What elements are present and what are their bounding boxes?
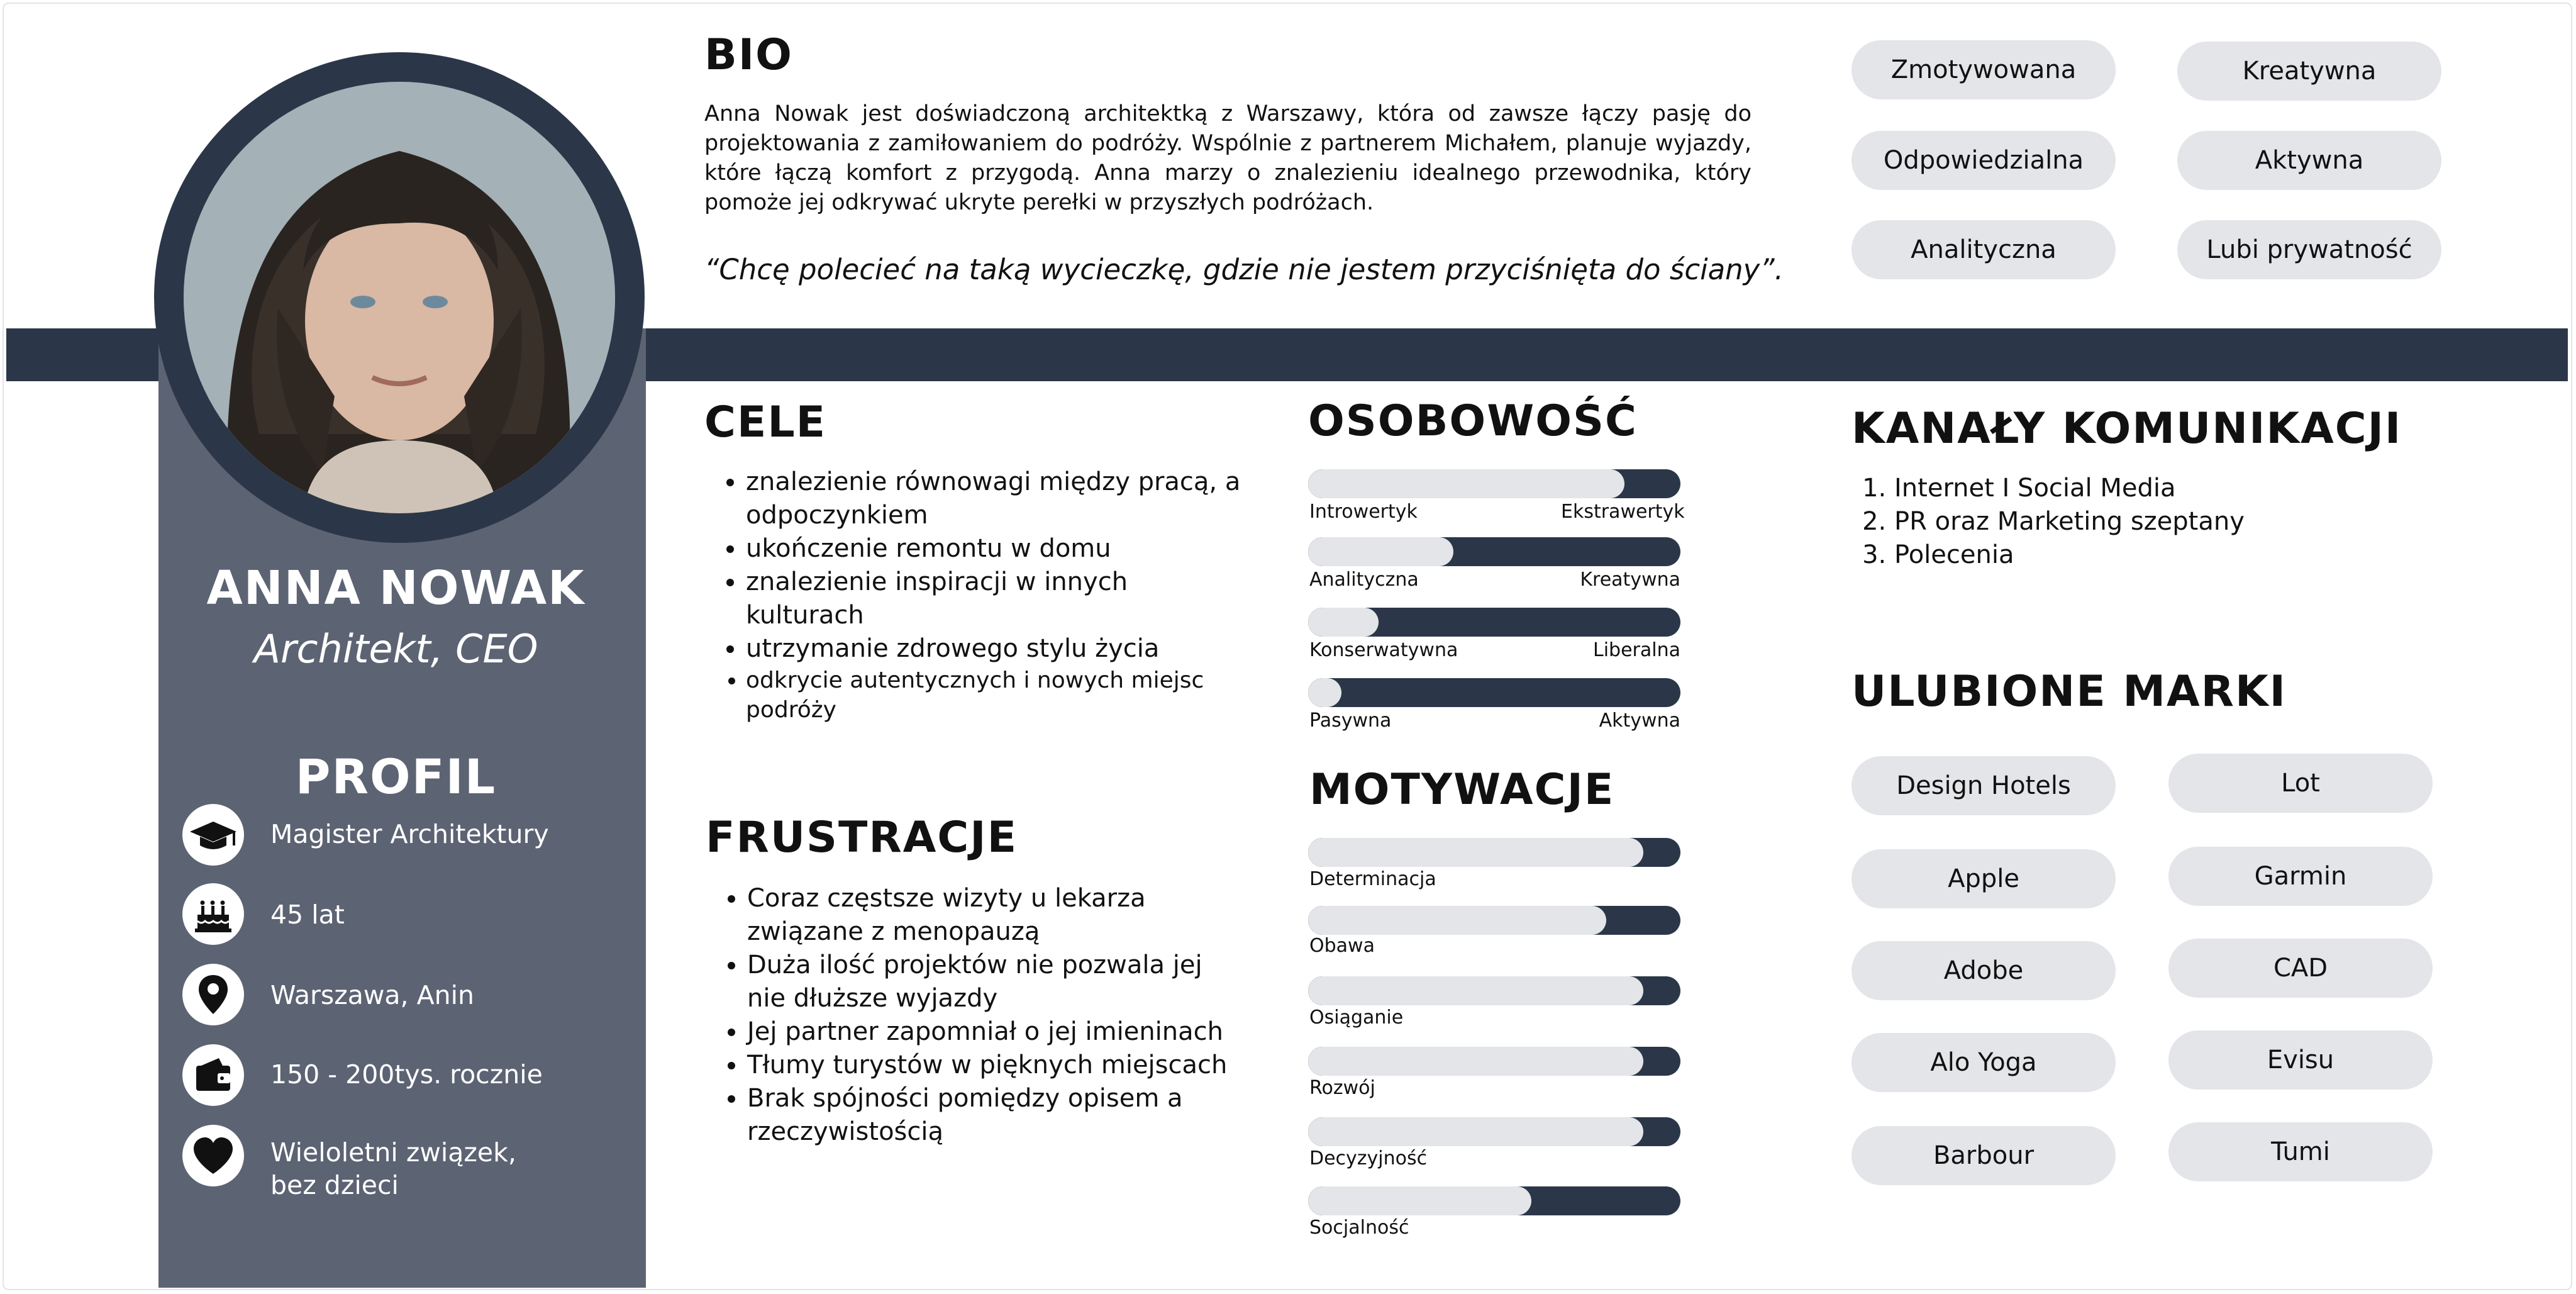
slider-fill bbox=[1308, 608, 1379, 637]
list-item: • Brak spójności pomiędzy opisem a rzeczywistością bbox=[747, 1082, 1244, 1149]
profil-income: 150 - 200tys. rocznie bbox=[270, 1059, 543, 1090]
list-item: • Coraz częstsze wizyty u lekarza związane z menopauzą bbox=[747, 882, 1244, 949]
bar-fill bbox=[1308, 838, 1643, 867]
trait-pill: Kreatywna bbox=[2177, 42, 2441, 101]
motivation-label: Decyzyjność bbox=[1309, 1147, 1428, 1169]
marki-heading: ULUBIONE MARKI bbox=[1852, 667, 2287, 717]
person-role: Architekt, CEO bbox=[253, 626, 538, 672]
cele-heading: CELE bbox=[704, 398, 827, 447]
brand-pill: Lot bbox=[2168, 754, 2433, 813]
list-item: • odkrycie autentycznych i nowych miejsc podróży bbox=[746, 666, 1243, 725]
slider-fill bbox=[1308, 469, 1624, 498]
motivation-bar bbox=[1308, 906, 1680, 935]
slider-right-label: Aktywna bbox=[1599, 710, 1680, 732]
trait-pill: Odpowiedzialna bbox=[1852, 131, 2116, 190]
brand-pill: Evisu bbox=[2168, 1030, 2433, 1090]
motivation-label: Osiąganie bbox=[1309, 1007, 1404, 1029]
trait-pill: Aktywna bbox=[2177, 131, 2441, 190]
brand-pill: Apple bbox=[1852, 849, 2116, 908]
bar-fill bbox=[1308, 1186, 1531, 1215]
bar-fill bbox=[1308, 976, 1643, 1005]
profil-age: 45 lat bbox=[270, 900, 345, 930]
slider-fill bbox=[1308, 678, 1341, 707]
motivation-bar bbox=[1308, 1047, 1680, 1076]
personality-slider bbox=[1308, 537, 1680, 566]
brand-pill: Garmin bbox=[2168, 847, 2433, 906]
slider-right-label: Kreatywna bbox=[1580, 569, 1680, 591]
profil-education: Magister Architektury bbox=[270, 819, 549, 849]
bio-text: Anna Nowak jest doświadczoną architektką z Warszawy, która od zawsze łączy pasję do projektowania z zamiłowaniem do podróży. Wspólnie z partnerem Michałem, planuje wyjazdy, które łączą komfort z przygodą. Anna marzy o znalezieniu idealnego przewodnika, który pomoże jej odkrywać ukryte perełki w przyszłych podróżach. bbox=[704, 101, 1752, 215]
kanaly-list bbox=[1852, 472, 2523, 572]
personality-slider bbox=[1308, 608, 1680, 637]
wallet-icon bbox=[182, 1044, 244, 1106]
person-name: ANNA NOWAK bbox=[206, 561, 586, 615]
profil-relationship-line2: bez dzieci bbox=[270, 1170, 399, 1200]
list-item: 1. Internet I Social Media bbox=[1894, 472, 2523, 505]
motivation-label: Socjalność bbox=[1309, 1217, 1409, 1239]
bar-fill bbox=[1308, 1047, 1643, 1076]
bar-fill bbox=[1308, 1117, 1643, 1146]
portrait-illustration bbox=[184, 82, 615, 513]
slider-left-label: Analityczna bbox=[1309, 569, 1419, 591]
brand-pill: Adobe bbox=[1852, 941, 2116, 1000]
slider-right-label: Liberalna bbox=[1593, 639, 1680, 661]
osobowosc-heading: OSOBOWOŚĆ bbox=[1308, 396, 1638, 446]
slider-left-label: Konserwatywna bbox=[1309, 639, 1458, 661]
motivation-bar bbox=[1308, 1117, 1680, 1146]
bar-fill bbox=[1308, 906, 1606, 935]
brand-pill: Tumi bbox=[2168, 1122, 2433, 1181]
trait-pill: Lubi prywatność bbox=[2177, 220, 2441, 279]
profil-relationship-line1: Wieloletni związek, bbox=[270, 1137, 516, 1168]
list-item: • utrzymanie zdrowego stylu życia bbox=[746, 632, 1243, 666]
brand-pill: Barbour bbox=[1852, 1126, 2116, 1185]
frustracje-heading: FRUSTRACJE bbox=[706, 813, 1018, 862]
location-pin-icon bbox=[182, 964, 244, 1025]
brand-pill: CAD bbox=[2168, 939, 2433, 998]
list-item: • Duża ilość projektów nie pozwala jej nie dłuższe wyjazdy bbox=[747, 949, 1244, 1015]
motivation-bar bbox=[1308, 1186, 1680, 1215]
birthday-cake-icon bbox=[182, 883, 244, 945]
motywacje-heading: MOTYWACJE bbox=[1309, 765, 1615, 815]
slider-fill bbox=[1308, 537, 1453, 566]
kanaly-heading: KANAŁY KOMUNIKACJI bbox=[1852, 404, 2402, 454]
motivation-bar bbox=[1308, 838, 1680, 867]
bio-quote: “Chcę polecieć na taką wycieczkę, gdzie nie jestem przyciśnięta do ściany”. bbox=[704, 253, 1784, 286]
cele-list bbox=[704, 466, 1243, 725]
list-item: • ukończenie remontu w domu bbox=[746, 532, 1243, 566]
list-item: • znalezienie równowagi między pracą, a odpoczynkiem bbox=[746, 466, 1243, 532]
frustracje-list bbox=[706, 882, 1244, 1149]
graduation-cap-icon bbox=[182, 804, 244, 866]
heart-icon bbox=[182, 1125, 244, 1186]
trait-pill: Analityczna bbox=[1852, 220, 2116, 279]
slider-right-label: Ekstrawertyk bbox=[1561, 501, 1685, 523]
brand-pill: Alo Yoga bbox=[1852, 1033, 2116, 1092]
motivation-label: Rozwój bbox=[1309, 1077, 1375, 1099]
list-item: • Jej partner zapomniał o jej imieninach bbox=[747, 1015, 1244, 1049]
bio-heading: BIO bbox=[704, 30, 793, 80]
profil-heading: PROFIL bbox=[295, 749, 497, 805]
list-item: 2. PR oraz Marketing szeptany bbox=[1894, 505, 2523, 538]
brand-pill: Design Hotels bbox=[1852, 756, 2116, 815]
profil-location: Warszawa, Anin bbox=[270, 980, 475, 1010]
motivation-bar bbox=[1308, 976, 1680, 1005]
personality-slider bbox=[1308, 678, 1680, 707]
list-item: 3. Polecenia bbox=[1894, 538, 2523, 572]
slider-left-label: Introwertyk bbox=[1309, 501, 1418, 523]
motivation-label: Determinacja bbox=[1309, 868, 1436, 890]
list-item: • Tłumy turystów w pięknych miejscach bbox=[747, 1049, 1244, 1082]
motivation-label: Obawa bbox=[1309, 935, 1375, 957]
slider-left-label: Pasywna bbox=[1309, 710, 1392, 732]
personality-slider bbox=[1308, 469, 1680, 498]
profil-relationship bbox=[270, 1136, 516, 1202]
trait-pill: Zmotywowana bbox=[1852, 40, 2116, 99]
list-item: • znalezienie inspiracji w innych kulturach bbox=[746, 566, 1243, 632]
avatar bbox=[184, 82, 615, 513]
